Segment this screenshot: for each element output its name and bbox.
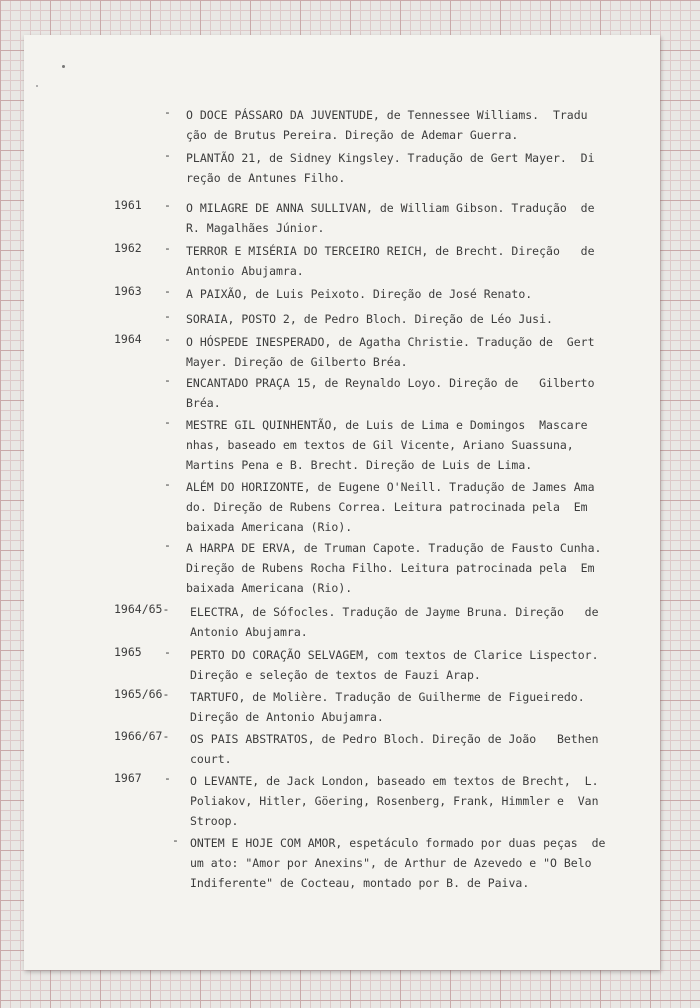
entry-dash: - xyxy=(164,645,171,659)
entry-line: Indiferente" de Cocteau, montado por B. de Paiva. xyxy=(190,876,530,890)
paper-mark xyxy=(36,85,38,87)
entry-line: SORAIA, POSTO 2, de Pedro Bloch. Direção de Léo Jusi. xyxy=(186,312,553,326)
list-item xyxy=(24,477,660,537)
entry-text xyxy=(186,284,626,304)
entry-text xyxy=(186,241,626,281)
entry-line: reção de Antunes Filho. xyxy=(186,171,346,185)
entry-line: TERROR E MISÉRIA DO TERCEIRO REICH, de Brecht. Direção de xyxy=(186,244,595,258)
entry-text xyxy=(190,602,630,642)
entry-text xyxy=(186,309,626,329)
list-item xyxy=(24,415,660,475)
entry-text xyxy=(190,645,630,685)
entry-line: baixada Americana (Rio). xyxy=(186,581,353,595)
entry-year: 1964/65- xyxy=(114,602,170,616)
list-item xyxy=(24,771,660,831)
entry-dash: - xyxy=(164,241,171,255)
entry-text xyxy=(186,373,626,413)
entry-line: O LEVANTE, de Jack London, baseado em textos de Brecht, L. xyxy=(190,774,599,788)
entry-line: Martins Pena e B. Brecht. Direção de Luis de Lima. xyxy=(186,458,533,472)
entry-text xyxy=(186,198,626,238)
entry-text xyxy=(186,538,626,598)
entry-dash: - xyxy=(164,148,171,162)
paper-mark xyxy=(62,65,65,68)
entry-dash: - xyxy=(164,771,171,785)
entry-text xyxy=(190,771,630,831)
entry-line: court. xyxy=(190,752,232,766)
entry-line: baixada Americana (Rio). xyxy=(186,520,353,534)
list-item xyxy=(24,833,660,893)
entry-line: ENCANTADO PRAÇA 15, de Reynaldo Loyo. Direção de Gilberto xyxy=(186,376,595,390)
entry-line: Stroop. xyxy=(190,814,239,828)
entry-line: Bréa. xyxy=(186,396,221,410)
entry-line: Direção e seleção de textos de Fauzi Arap. xyxy=(190,668,481,682)
entry-line: A PAIXÃO, de Luis Peixoto. Direção de José Renato. xyxy=(186,287,533,301)
entry-text xyxy=(186,477,626,537)
entry-text xyxy=(186,415,626,475)
entry-year: 1967 xyxy=(114,771,142,785)
entry-year: 1964 xyxy=(114,332,142,346)
entry-line: um ato: "Amor por Anexins", de Arthur de Azevedo e "O Belo xyxy=(190,856,592,870)
document-page xyxy=(24,35,660,970)
entry-line: A HARPA DE ERVA, de Truman Capote. Tradução de Fausto Cunha. xyxy=(186,541,602,555)
entry-dash: - xyxy=(172,833,179,847)
entry-line: ção de Brutus Pereira. Direção de Ademar Guerra. xyxy=(186,128,519,142)
entry-dash: - xyxy=(164,373,171,387)
entry-dash: - xyxy=(164,309,171,323)
entry-line: Direção de Rubens Rocha Filho. Leitura patrocinada pela Em xyxy=(186,561,595,575)
entry-year: 1965/66- xyxy=(114,687,170,701)
entry-text xyxy=(186,148,626,188)
entry-line: R. Magalhães Júnior. xyxy=(186,221,325,235)
entry-text xyxy=(190,833,630,893)
entry-dash: - xyxy=(164,332,171,346)
entry-line: Antonio Abujamra. xyxy=(190,625,308,639)
entry-dash: - xyxy=(164,284,171,298)
entry-text xyxy=(186,105,626,145)
entry-dash: - xyxy=(164,105,171,119)
entry-line: OS PAIS ABSTRATOS, de Pedro Bloch. Direção de João Bethen xyxy=(190,732,599,746)
entry-line: MESTRE GIL QUINHENTÃO, de Luis de Lima e Domingos Mascare xyxy=(186,418,588,432)
entry-line: ONTEM E HOJE COM AMOR, espetáculo formado por duas peças de xyxy=(190,836,606,850)
entry-line: O MILAGRE DE ANNA SULLIVAN, de William Gibson. Tradução de xyxy=(186,201,595,215)
entry-line: TARTUFO, de Molière. Tradução de Guilherme de Figueiredo. xyxy=(190,690,585,704)
entry-line: PERTO DO CORAÇÃO SELVAGEM, com textos de Clarice Lispector. xyxy=(190,648,599,662)
entry-line: Poliakov, Hitler, Göering, Rosenberg, Frank, Himmler e Van xyxy=(190,794,599,808)
entry-text xyxy=(186,332,626,372)
entry-dash: - xyxy=(164,477,171,491)
entry-year: 1961 xyxy=(114,198,142,212)
entry-year: 1966/67- xyxy=(114,729,170,743)
entry-line: Mayer. Direção de Gilberto Bréa. xyxy=(186,355,408,369)
entry-line: Antonio Abujamra. xyxy=(186,264,304,278)
entry-text xyxy=(190,687,630,727)
list-item xyxy=(24,538,660,598)
entry-line: do. Direção de Rubens Correa. Leitura patrocinada pela Em xyxy=(186,500,588,514)
entry-year: 1965 xyxy=(114,645,142,659)
entry-year: 1963 xyxy=(114,284,142,298)
entry-dash: - xyxy=(164,538,171,552)
entry-dash: - xyxy=(164,198,171,212)
entry-line: PLANTÃO 21, de Sidney Kingsley. Tradução de Gert Mayer. Di xyxy=(186,151,595,165)
entry-line: ALÉM DO HORIZONTE, de Eugene O'Neill. Tradução de James Ama xyxy=(186,480,595,494)
entry-year: 1962 xyxy=(114,241,142,255)
entry-line: ELECTRA, de Sófocles. Tradução de Jayme Bruna. Direção de xyxy=(190,605,599,619)
entry-dash: - xyxy=(164,415,171,429)
entry-line: nhas, baseado em textos de Gil Vicente, Ariano Suassuna, xyxy=(186,438,574,452)
entry-line: Direção de Antonio Abujamra. xyxy=(190,710,384,724)
entry-text xyxy=(190,729,630,769)
entry-line: O DOCE PÁSSARO DA JUVENTUDE, de Tennessee Williams. Tradu xyxy=(186,108,588,122)
entry-line: O HÓSPEDE INESPERADO, de Agatha Christie. Tradução de Gert xyxy=(186,335,595,349)
